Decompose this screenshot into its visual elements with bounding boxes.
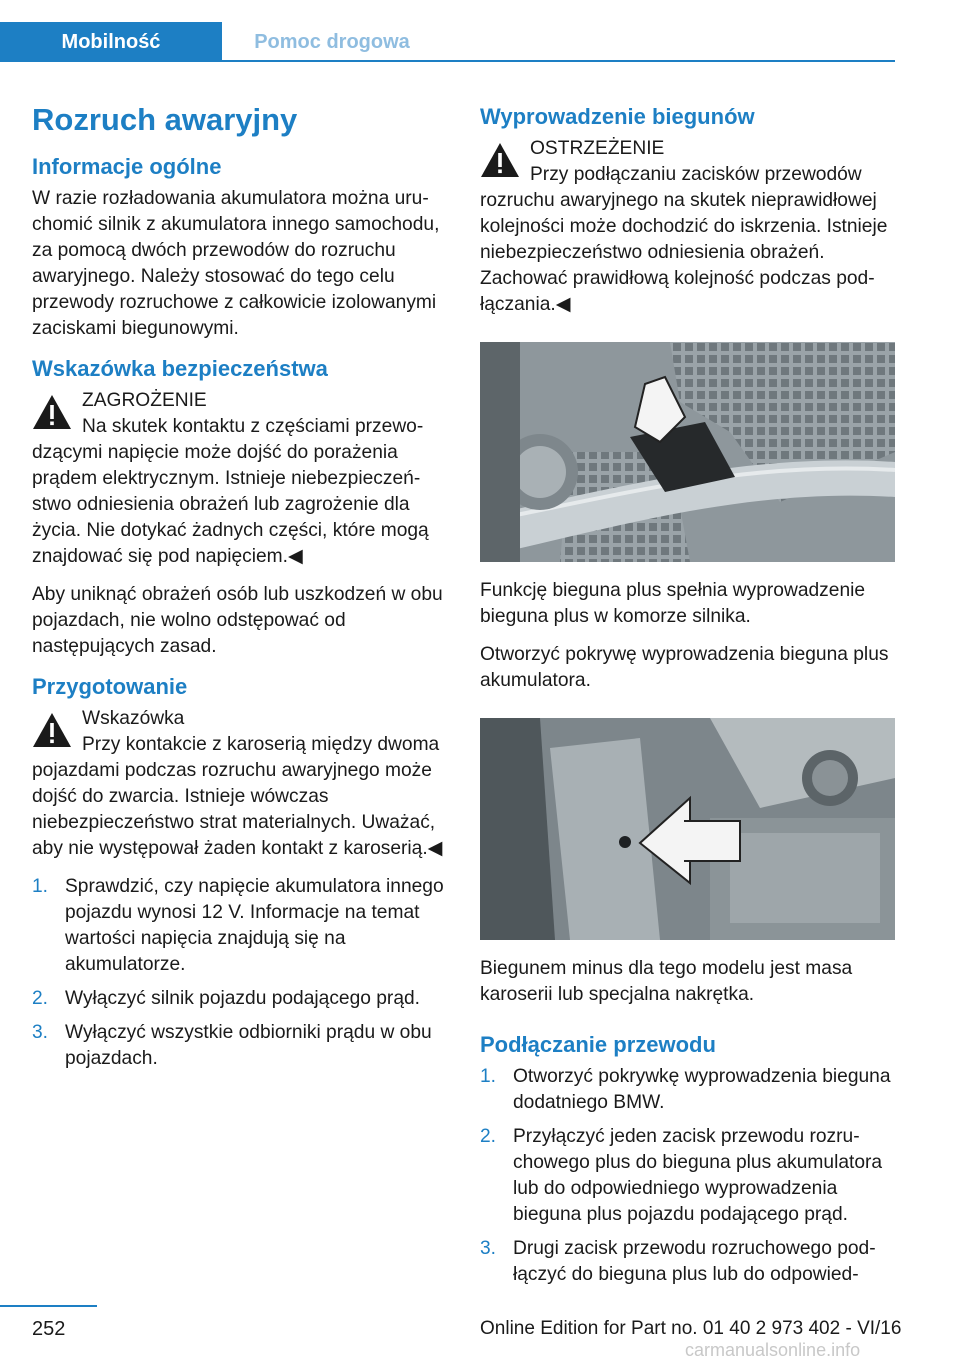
page-header (0, 0, 960, 62)
step-number: 3. (32, 1022, 49, 1043)
edition-info: Online Edition for Part no. 01 40 2 973 402 - VI/16 (480, 1318, 902, 1339)
note-text: Przy kontakcie z karoserią między dwoma pojazdami podczas rozruchu awaryjnego może dojść do zwarcia. Istnieje wówczas niebezpieczeństwo strat materialnych. Uważać, aby nie występował żaden kontakt z karoserią.◀ (32, 734, 443, 859)
caution-warning (480, 136, 895, 318)
list-item (32, 874, 450, 978)
list-item (32, 1020, 450, 1072)
warning-triangle-icon (32, 712, 72, 748)
step-text: Otworzyć pokrywkę wyprowadzenia bieguna dodatniego BMW. (513, 1066, 891, 1113)
step-text: Drugi zacisk przewodu rozruchowego podłączyć do bieguna plus lub do odpowied- (513, 1238, 876, 1285)
general-info-text: W razie rozładowania akumulatora można uruchomić silnik z akumulatora innego samochodu, za pomocą dwóch przewodów do rozruchu awaryjnego. Należy stosować do tego celu przewody rozruchowe z całkowicie izolowanymi zaciskami biegunowymi. (32, 188, 440, 339)
caution-title: OSTRZEŻENIE (530, 138, 665, 159)
watermark: carmanualsonline.info (685, 1340, 861, 1360)
positive-terminal-photo (480, 342, 895, 562)
general-info-heading: Informacje ogólne (32, 154, 222, 179)
note-title: Wskazówka (82, 708, 185, 729)
warning-triangle-icon (480, 142, 520, 178)
connect-cable-heading: Podłączanie przewodu (480, 1032, 716, 1057)
tab-roadside-assistance[interactable]: Pomoc drogowa (254, 30, 410, 53)
open-cover-text: Otworzyć pokrywę wyprowadzenia bieguna plus akumulatora. (480, 644, 889, 691)
footer-divider (0, 1305, 97, 1307)
danger-text: Na skutek kontaktu z częściami przewodzącymi napięcie może dojść do porażenia prądem elektrycznym. Istnieje niebezpieczeństwo odniesienia obrażeń lub zagrożenie dla życia. Nie dotykać żadnych części, które mogą znajdować się pod napięciem.◀ (32, 416, 429, 567)
list-item (480, 1236, 895, 1288)
avoid-damage-text: Aby uniknąć obrażeń osób lub uszkodzeń w obu pojazdach, nie wolno odstępować od następujących zasad. (32, 584, 443, 657)
step-text: Wyłączyć wszystkie odbiorniki prądu w obu pojazdach. (65, 1022, 432, 1069)
page-number: 252 (32, 1318, 66, 1340)
caution-text: Przy podłączaniu zacisków przewodów rozruchu awaryjnego na skutek nieprawidłowej kolejności może dochodzić do iskrzenia. Istnieje niebezpieczeństwo odniesienia obrażeń. Zachować prawidłową kolejność podczas podłączania.◀ (480, 164, 888, 315)
page-title: Rozruch awaryjny (32, 102, 298, 137)
right-column (480, 102, 895, 1296)
terminals-heading: Wyprowadzenie biegunów (480, 104, 755, 129)
left-column (32, 98, 450, 1080)
header-divider (0, 60, 895, 62)
connect-steps (480, 1064, 895, 1288)
step-number: 1. (480, 1066, 497, 1087)
step-text: Sprawdzić, czy napięcie akumulatora innego pojazdu wynosi 12 V. Informacje na temat wartości napięcia znajdują się na akumulatorze. (65, 876, 444, 975)
danger-title: ZAGROŻENIE (82, 390, 207, 411)
step-number: 3. (480, 1238, 497, 1259)
note-warning (32, 706, 450, 862)
plus-terminal-text: Funkcję bieguna plus spełnia wyprowadzenie bieguna plus w komorze silnika. (480, 580, 866, 627)
step-text: Przyłączyć jeden zacisk przewodu rozruchowego plus do bieguna plus akumulatora lub do odpowiedniego wyprowadzenia bieguna plus pojazdu podającego prąd. (513, 1126, 883, 1225)
list-item (480, 1064, 895, 1116)
safety-heading: Wskazówka bezpieczeństwa (32, 356, 328, 381)
tab-mobility[interactable]: Mobilność (0, 22, 222, 62)
minus-terminal-text: Biegunem minus dla tego modelu jest masa karoserii lub specjalna nakrętka. (480, 958, 853, 1005)
warning-triangle-icon (32, 394, 72, 430)
negative-terminal-photo (480, 718, 895, 940)
danger-warning (32, 388, 450, 570)
step-text: Wyłączyć silnik pojazdu podającego prąd. (65, 988, 420, 1009)
list-item (480, 1124, 895, 1228)
step-number: 2. (32, 988, 49, 1009)
preparation-heading: Przygotowanie (32, 674, 188, 699)
preparation-steps (32, 874, 450, 1072)
step-number: 2. (480, 1126, 497, 1147)
step-number: 1. (32, 876, 49, 897)
list-item (32, 986, 450, 1012)
